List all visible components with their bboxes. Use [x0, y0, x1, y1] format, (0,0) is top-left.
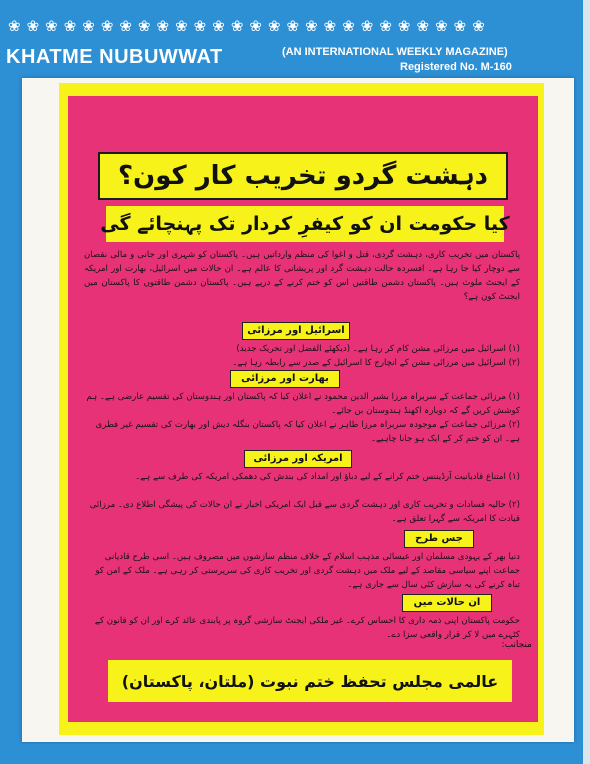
section-item: دنیا بھر کے یہودی مسلمان اور عیسائی مذہب اسلام کے خلاف منظم سازشوں میں مصروف ہیں۔ اسی طرح قادیانی جماعت اپنے سیاسی مقاصد کے لیے ملک میں دہشت گردی اور تخریب کاری کی سرپرستی کر رہی ہے۔ ملک کے امن کو تباہ کرنے کی یہ سازش کئی سال سے جاری ہے۔ [95, 552, 520, 590]
section-item: (۲) اسرائیل میں مرزائی مشن کے انچارج کا اسرائیل کے صدر سے رابطہ رہا ہے۔ [232, 358, 520, 368]
issuer-name: عالمی مجلس تحفظ ختم نبوت (ملتان، پاکستان) [121, 671, 499, 691]
issuer-banner [108, 660, 512, 702]
section-item: (۲) حالیہ فسادات و تخریب کاری اور دہشت گردی سے قبل ایک امریکی اخبار نے ان حالات کی پیشگی اطلاع دی۔ مرزائی قیادت کا امریکہ سے گہرا تعلق ہے۔ [89, 500, 520, 524]
section-title: اسرائیل اور مرزائی [242, 322, 350, 340]
section-title: ان حالات میں [402, 594, 492, 612]
section-title: امریکہ اور مرزائی [244, 450, 352, 468]
poster-headline: دہشت گردو تخریب کار کون؟ [117, 161, 489, 191]
section-title: بھارت اور مرزائی [230, 370, 340, 388]
section-item: (۱) اسرائیل میں مرزائی مشن کام کر رہا ہے۔ (دیکھئے الفضل اور تحریک جدید) [236, 344, 520, 354]
intro-paragraph: پاکستان میں تخریب کاری، دہشت گردی، قتل و اغوا کی منظم وارداتیں ہیں۔ پاکستان کو شہری اور جانی و مالی نقصان سے دوچار کیا جا رہا ہے۔ افسردہ حالت دہشت گرد اور پریشانی کا عالم ہے۔ ان حالات میں اسرائیل، بھارت اور امریکہ کے ایجنٹ ملوث ہیں۔ پاکستان دشمن طاقتیں اس کو ختم کرنے کے درپے ہیں۔ پاکستان دشمن طاقتوں کا پاکستان میں ایجنٹ کون ہے؟ [84, 250, 520, 302]
section-item: (۱) امتناع قادیانیت آرڈیننس ختم کرانے کے لیے دباؤ اور امداد کی بندش کی دھمکی امریکہ کی طرف سے ہے۔ [135, 472, 520, 482]
poster-subhead: کیا حکومت ان کو کیفرِ کردار تک پہنچائے گی [100, 213, 510, 235]
section-item: (۲) مرزائی جماعت کے موجودہ سربراہ مرزا طاہر نے اعلان کیا کہ پاکستان بنگلہ دیش اور بھارت کی تقسیم غیر فطری ہے۔ ان کو ختم کر کے ایک ہو جانا چاہیے۔ [95, 420, 520, 444]
headline-banner [98, 152, 508, 200]
masthead-tagline: (AN INTERNATIONAL WEEKLY MAGAZINE) [282, 46, 508, 58]
section-item: (۱) مرزائی جماعت کے سربراہ مرزا بشیر الدین محمود نے اعلان کیا کہ پاکستان اور ہندوستان کی تقسیم عارضی ہے۔ ہم کوشش کریں گے کہ دوبارہ اکھنڈ ہندوستان بن جائے۔ [86, 392, 520, 416]
subhead-banner [100, 206, 510, 242]
cover-bottom-edge [0, 744, 583, 764]
issuer-prefix: منجانب: [501, 640, 532, 650]
masthead-title: KHATME NUBUWWAT [6, 46, 223, 68]
registration-number: Registered No. M-160 [400, 61, 512, 73]
section-title: جس طرح [404, 530, 474, 548]
section-item: حکومت پاکستان اپنی ذمہ داری کا احساس کرے۔ غیر ملکی ایجنٹ سازشی گروہ پر پابندی عائد کرے اور ان کو قانون کے کٹہرے میں لا کر قرار واقعی سزا دے۔ [94, 616, 520, 640]
ornament-border: ❀❀❀❀❀❀❀❀❀❀❀❀❀❀❀❀❀❀❀❀❀❀❀❀❀❀ [8, 17, 491, 35]
